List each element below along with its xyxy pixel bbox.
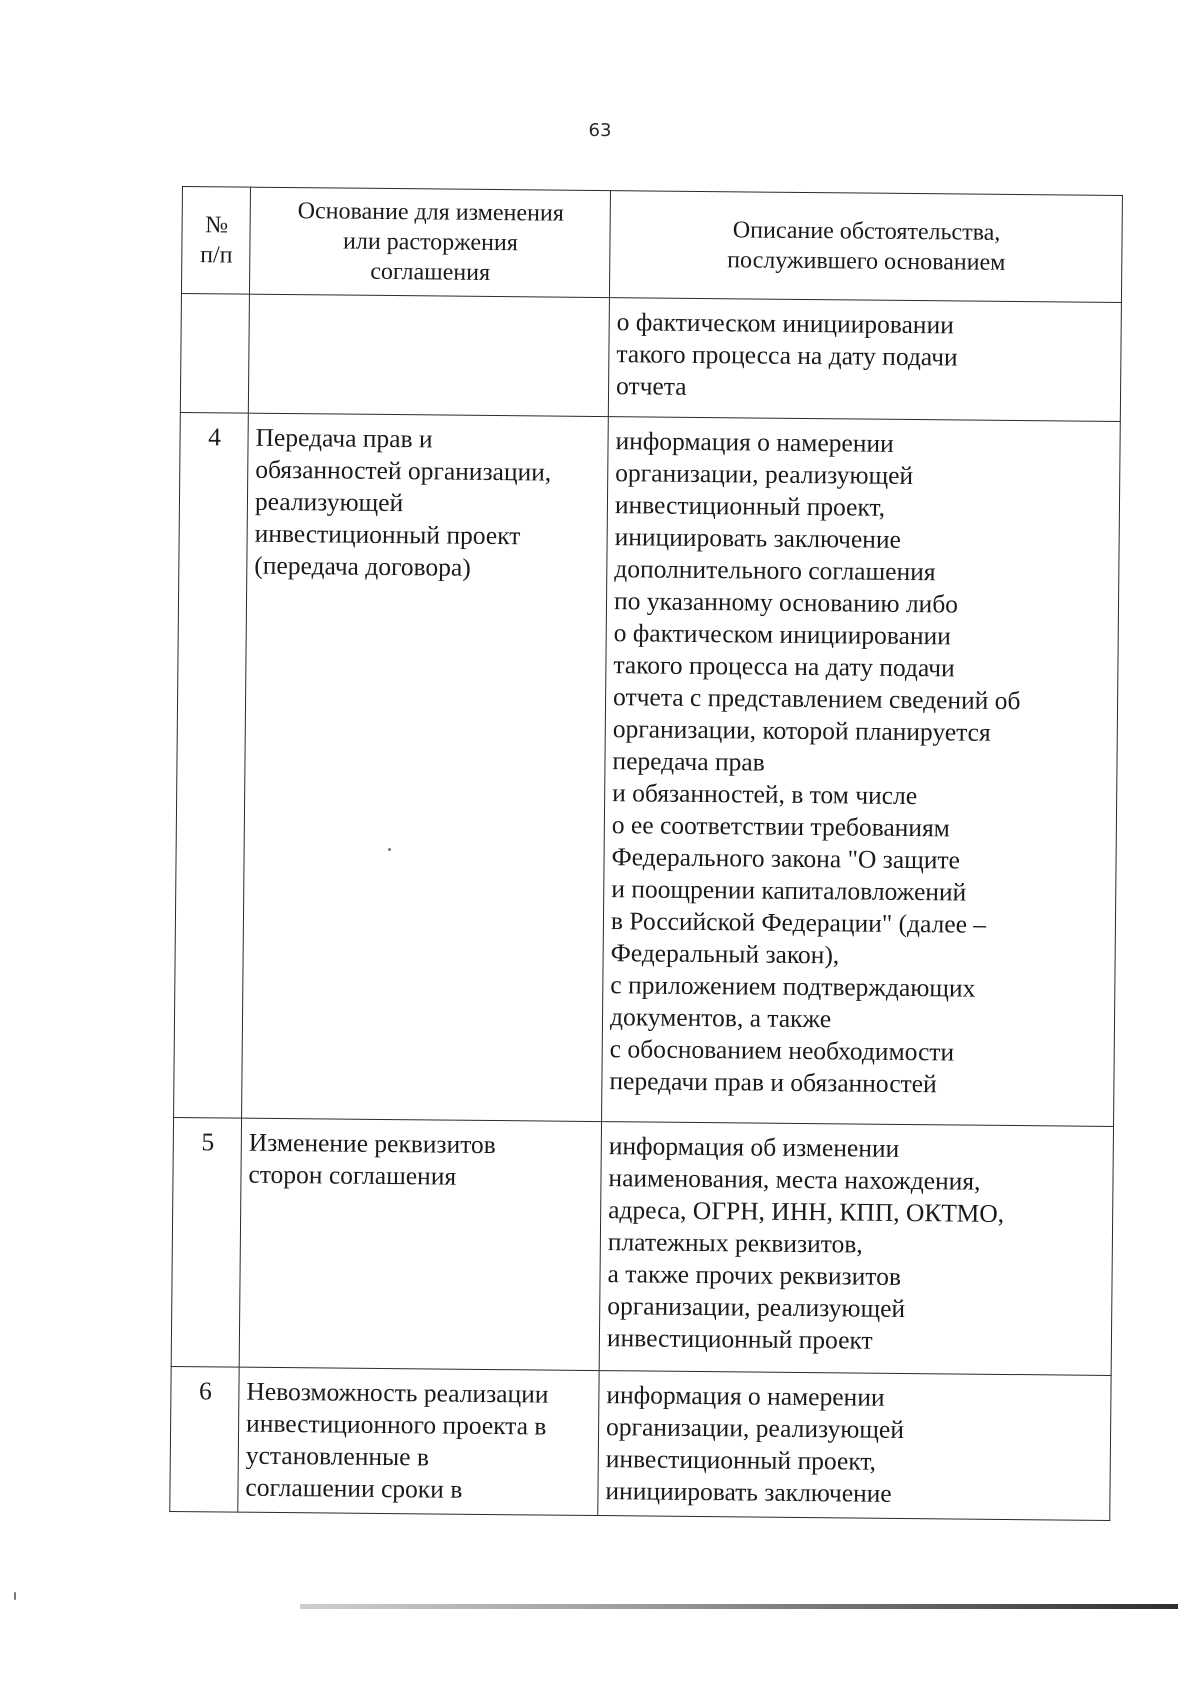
table-row <box>174 412 1121 1126</box>
row-number-cell: 5 <box>171 1117 241 1367</box>
description-cell: о фактическом инициировании такого процесса на дату подачи отчета <box>608 298 1121 422</box>
description-cell: информация об изменении наименования, места нахождения, адреса, ОГРН, ИНН, КПП, ОКТМО, платежных реквизитов, а также прочих реквизитов организации, реализующей инвестиционный проект <box>599 1122 1113 1376</box>
basis-cell <box>248 294 609 416</box>
basis-cell: Невозможность реализации инвестиционного проекта в установленные в соглашении сроки в <box>238 1367 599 1515</box>
scan-speck <box>14 1592 16 1600</box>
header-description: Описание обстоятельства, послужившего основанием <box>609 191 1122 303</box>
table-header-row <box>181 187 1122 303</box>
amendment-grounds-table <box>169 186 1123 1521</box>
basis-cell: Передача прав и обязанностей организации, реализующей инвестиционный проект (передача договора) <box>242 413 609 1121</box>
description-cell: информация о намерении организации, реализующей инвестиционный проект, инициировать заключение дополнительного соглашения по указанному основанию либо о фактическом инициировании такого процесса на дату подачи отчета с представлением сведений об организации, которой планируется передача прав и обязанностей, в том числе о ее соответствии требованиям Федерального закона "О защите и поощрении капиталовложений в Российской Федерации" (далее – Федеральный закон), с приложением подтверждающих документов, а также с обоснованием необходимости передачи прав и обязанностей <box>602 417 1121 1127</box>
row-number-cell: 4 <box>174 412 249 1118</box>
description-cell: информация о намерении организации, реализующей инвестиционный проект, инициировать заключение <box>598 1371 1111 1521</box>
table-row <box>171 1117 1113 1375</box>
table-row <box>180 293 1121 421</box>
page-number: 63 <box>588 120 612 141</box>
table-row <box>170 1366 1111 1520</box>
header-basis: Основание для изменения или расторжения соглашения <box>249 187 610 297</box>
header-number: № п/п <box>181 187 250 295</box>
scan-speck <box>388 848 391 851</box>
bottom-scan-rule <box>300 1604 1178 1609</box>
row-number-cell <box>180 293 249 413</box>
row-number-cell: 6 <box>170 1366 239 1512</box>
basis-cell: Изменение реквизитов сторон соглашения <box>239 1118 601 1370</box>
